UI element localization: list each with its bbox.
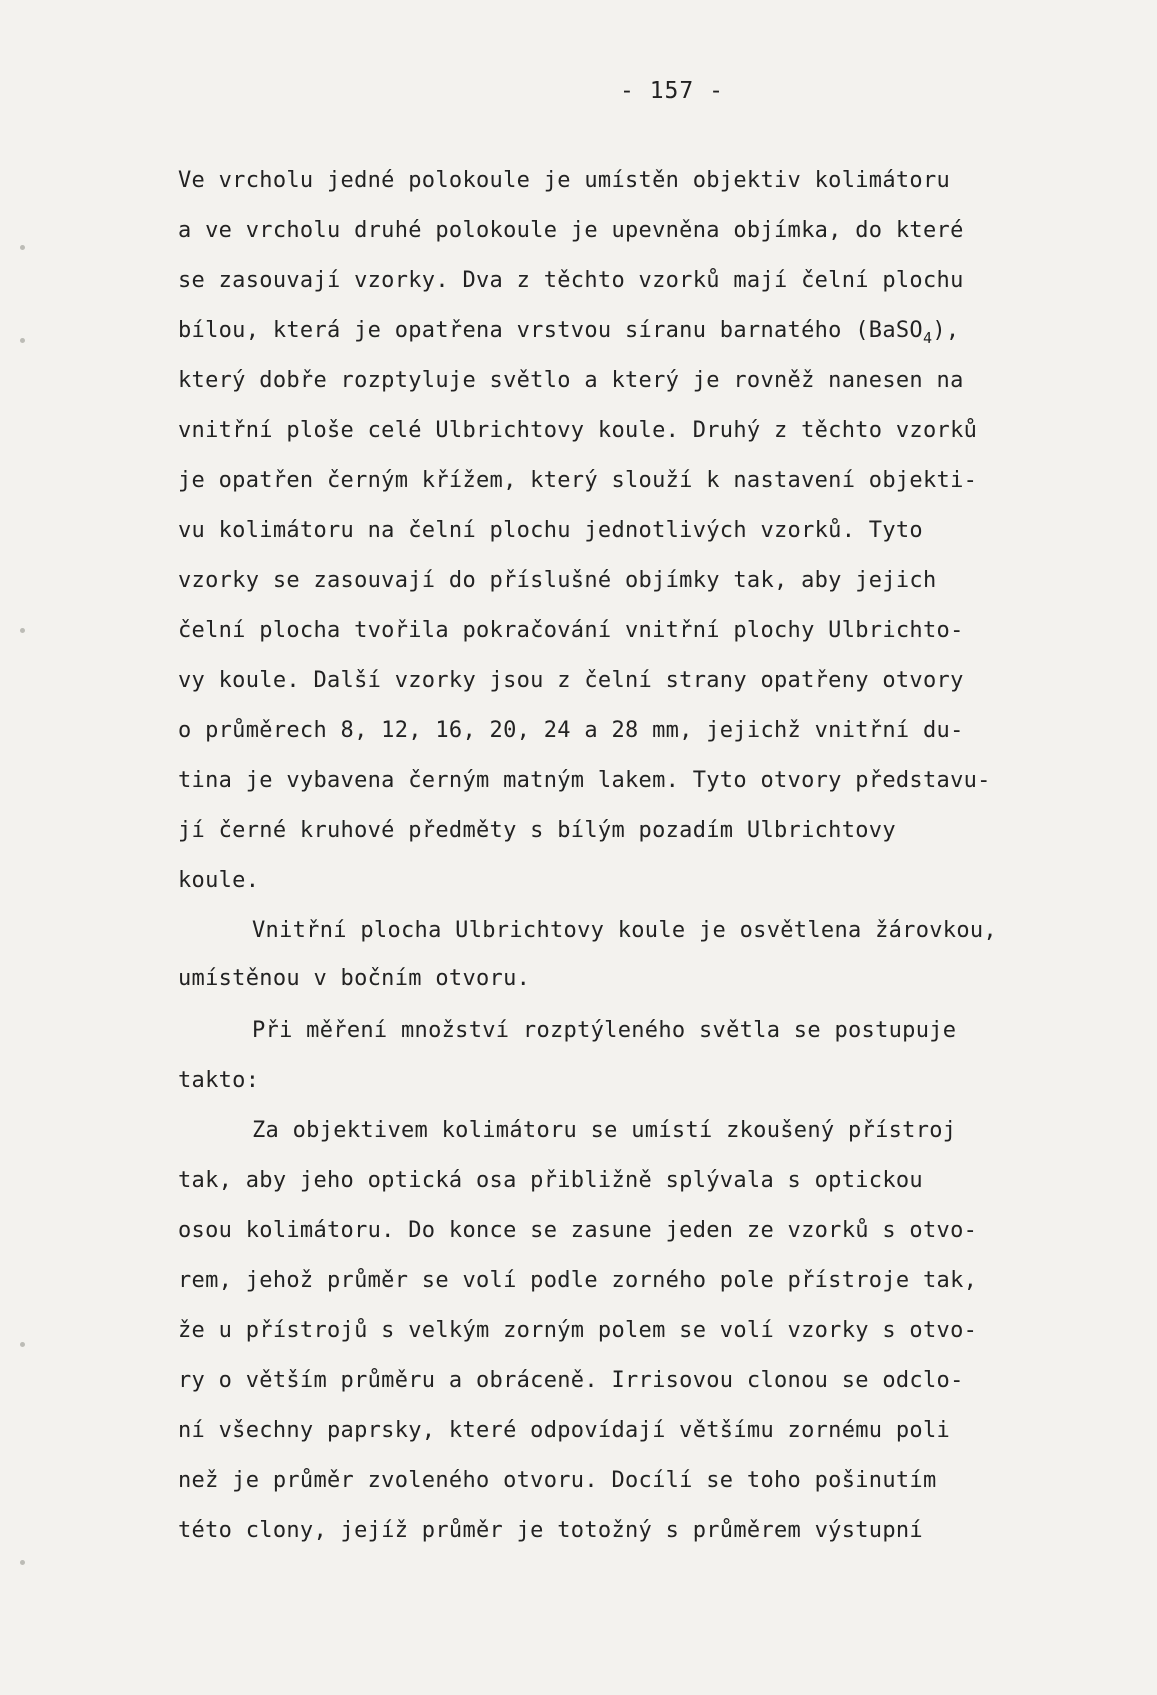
text-line: se zasouvají vzorky. Dva z těchto vzorků mají čelní plochu <box>178 268 964 293</box>
binder-hole-mark <box>20 245 25 250</box>
binder-hole-mark <box>20 1560 25 1565</box>
text-segment: ), <box>932 318 960 343</box>
text-line: vzorky se zasouvají do příslušné objímky tak, aby jejich <box>178 568 937 593</box>
text-line: vu kolimátoru na čelní plochu jednotlivých vzorků. Tyto <box>178 518 923 543</box>
binder-hole-mark <box>20 1342 25 1347</box>
text-line: tina je vybavena černým matným lakem. Tyto otvory představu- <box>178 768 991 793</box>
text-line: a ve vrcholu druhé polokoule je upevněna objímka, do které <box>178 218 964 243</box>
text-line: čelní plocha tvořila pokračování vnitřní plochy Ulbrichto- <box>178 618 964 643</box>
text-line: jí černé kruhové předměty s bílým pozadím Ulbrichtovy <box>178 818 896 843</box>
text-line: než je průměr zvoleného otvoru. Docílí se toho pošinutím <box>178 1468 937 1493</box>
text-line: vy koule. Další vzorky jsou z čelní strany opatřeny otvory <box>178 668 964 693</box>
text-line: o průměrech 8, 12, 16, 20, 24 a 28 mm, jejichž vnitřní du- <box>178 718 964 743</box>
text-segment: bílou, která je opatřena vrstvou síranu barnatého (BaSO <box>178 318 923 343</box>
text-line: je opatřen černým křížem, který slouží k nastavení objekti- <box>178 468 978 493</box>
text-line: ry o větším průměru a obráceně. Irrisovou clonou se odclo- <box>178 1368 964 1393</box>
text-line: umístěnou v bočním otvoru. <box>178 966 531 991</box>
text-line: Vnitřní plocha Ulbrichtovy koule je osvětlena žárovkou, <box>252 918 997 943</box>
text-line: osou kolimátoru. Do konce se zasune jeden ze vzorků s otvo- <box>178 1218 978 1243</box>
text-line: který dobře rozptyluje světlo a který je rovněž nanesen na <box>178 368 964 393</box>
text-line: Ve vrcholu jedné polokoule je umístěn objektiv kolimátoru <box>178 168 951 193</box>
text-line: Při měření množství rozptýleného světla se postupuje <box>252 1018 957 1043</box>
text-line: vnitřní ploše celé Ulbrichtovy koule. Druhý z těchto vzorků <box>178 418 978 443</box>
text-line: ní všechny paprsky, které odpovídají většímu zornému poli <box>178 1418 951 1443</box>
binder-hole-mark <box>20 338 25 343</box>
binder-hole-mark <box>20 628 25 633</box>
text-line: Za objektivem kolimátoru se umístí zkoušený přístroj <box>252 1118 957 1143</box>
text-line: koule. <box>178 868 260 893</box>
page-number: - 157 - <box>620 78 724 104</box>
text-line: této clony, jejíž průměr je totožný s průměrem výstupní <box>178 1518 923 1543</box>
text-line: takto: <box>178 1068 260 1093</box>
subscript: 4 <box>922 329 933 347</box>
text-line <box>178 318 960 347</box>
text-line: tak, aby jeho optická osa přibližně splývala s optickou <box>178 1168 923 1193</box>
text-line: rem, jehož průměr se volí podle zorného pole přístroje tak, <box>178 1268 978 1293</box>
text-line: že u přístrojů s velkým zorným polem se volí vzorky s otvo- <box>178 1318 978 1343</box>
